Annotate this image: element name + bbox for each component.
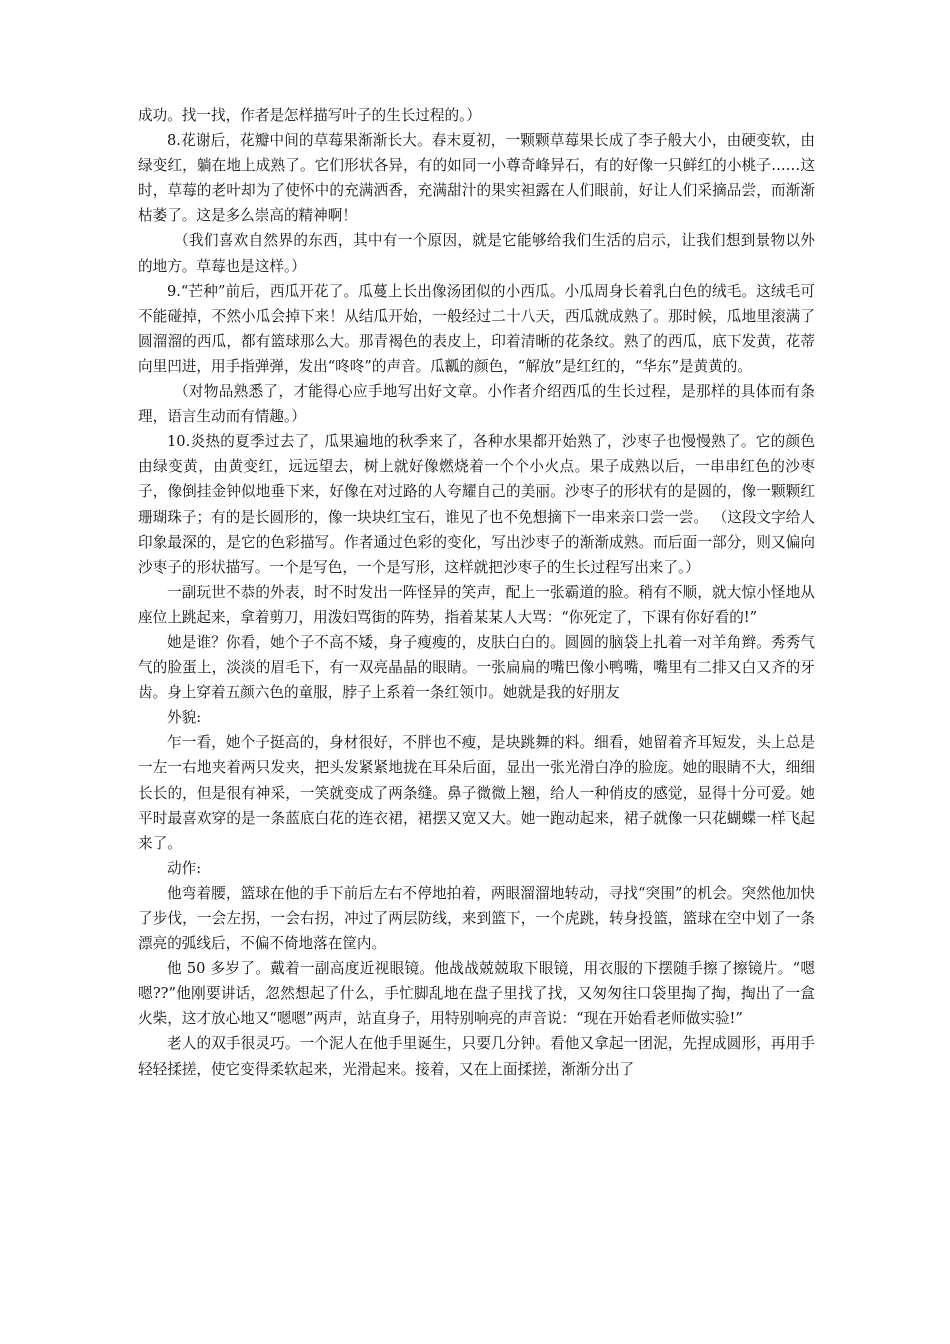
document-page — [138, 103, 815, 1082]
heading-appearance: 外貌: — [167, 709, 202, 727]
paragraph-watermelon: 9.“芒种”前后，西瓜开花了。瓜蔓上长出像汤团似的小西瓜。小瓜周身长着乳白色的绒毛。这绒毛可不能碰掉，不然小瓜会掉下来！从结瓜开始，一般经过二十八天，西瓜就成熟了。那时候，瓜地里滚满了圆溜溜的西瓜，都有篮球那么大。那青褐色的表皮上，印着清晰的花条纹。熟了的西瓜，底下发黄，花蒂向里凹进，用手指弹弹，发出“咚咚”的声音。瓜瓤的颜色，“解放”是红红的，“华东”是黄黄的。 — [138, 282, 815, 375]
paragraph-basketball: 他弯着腰，篮球在他的手下前后左右不停地拍着，两眼溜溜地转动，寻找“突围”的机会。突然他加快了步伐，一会左拐，一会右拐，冲过了两层防线，来到篮下，一个虎跳，转身投篮，篮球在空中划了一条漂亮的弧线后，不偏不倚地落在筐内。 — [138, 884, 815, 953]
paragraph-strawberry: 8.花谢后，花瓣中间的草莓果渐渐长大。春末夏初，一颗颗草莓果长成了李子般大小，由硬变软，由绿变红，躺在地上成熟了。它们形状各异，有的如同一小尊奇峰异石，有的好像一只鲜红的小桃子……这时，草莓的老叶却为了使怀中的充满洒香，充满甜汁的果实袒露在人们眼前，好让人们采摘品尝，而渐渐枯萎了。这是多么崇高的精神啊！ — [138, 132, 815, 225]
paragraph-teacher: 他 50 多岁了。戴着一副高度近视眼镜。他战战兢兢取下眼镜，用衣服的下摆随手擦了擦镜片。“嗯嗯??”他刚要讲话，忽然想起了什么，手忙脚乱地在盘子里找了找，又匆匆往口袋里掏了掏，掏出了一盒火柴，这才放心地又“嗯嗯”两声，站直身子，用特别响亮的声音说：“现在开始看老师做实验!” — [138, 960, 815, 1028]
paragraph-playful-classmate: 一副玩世不恭的外表，时不时发出一阵怪异的笑声，配上一张霸道的脸。稍有不顺，就大惊小怪地从座位上跳起来，拿着剪刀，用泼妇骂街的阵势，指着某某人大骂：“你死定了，下课有你好看的!” — [138, 583, 815, 626]
paragraph-old-man: 老人的双手很灵巧。一个泥人在他手里诞生，只要几分钟。看他又拿起一团泥，先捏成圆形，再用手轻轻揉搓，使它变得柔软起来，光滑起来。接着，又在上面揉搓，渐渐分出了 — [138, 1035, 815, 1078]
paragraph-good-friend: 她是谁？你看，她个子不高不矮，身子瘦瘦的，皮肤白白的。圆圆的脑袋上扎着一对羊角辫。秀秀气气的脸蛋上，淡淡的眉毛下，有一双亮晶晶的眼睛。一张扁扁的嘴巴像小鸭嘴，嘴里有二排又白又齐的牙齿。身上穿着五颜六色的童服，脖子上系着一条红领巾。她就是我的好朋友 — [138, 633, 815, 702]
paragraph-watermelon-comment: （对物品熟悉了，才能得心应手地写出好文章。小作者介绍西瓜的生长过程，是那样的具体而有条理，语言生动而有情趣。） — [138, 383, 815, 426]
paragraph-leaf-growth-end: 成功。找一找，作者是怎样描写叶子的生长过程的。） — [138, 107, 481, 124]
heading-action: 动作: — [167, 859, 202, 877]
paragraph-strawberry-comment: （我们喜欢自然界的东西，其中有一个原因，就是它能够给我们生活的启示，让我们想到景物以外的地方。草莓也是这样。） — [138, 232, 815, 275]
paragraph-appearance: 乍一看，她个子挺高的，身材很好，不胖也不瘦，是块跳舞的料。细看，她留着齐耳短发，头上总是一左一右地夹着两只发夹，把头发紧紧地拢在耳朵后面，显出一张光滑白净的脸庞。她的眼睛不大，细细长长的，但是很有神采，一笑就变成了两条缝。鼻子微微上翘，给人一种俏皮的感觉，显得十分可爱。她平时最喜欢穿的是一条蓝底白花的连衣裙，裙摆又宽又大。她一跑动起来，裙子就像一只花蝴蝶一样飞起来了。 — [138, 734, 815, 852]
paragraph-sand-jujube: 10.炎热的夏季过去了，瓜果遍地的秋季来了，各种水果都开始熟了，沙枣子也慢慢熟了。它的颜色由绿变黄，由黄变红，远远望去，树上就好像燃烧着一个个小火点。果子成熟以后，一串串红色的沙枣子，像倒挂金钟似地垂下来，好像在对过路的人夸耀自己的美丽。沙枣子的形状有的是圆的，像一颗颗红珊瑚珠子；有的是长圆形的，像一块块红宝石，谁见了也不免想摘下一串来亲口尝一尝。 （这段文字给人印象最深的，是它的色彩描写。作者通过色彩的变化，写出沙枣子的渐渐成熟。而后面一部分，则又偏向沙枣子的形状描写。一个是写色，一个是写形，这样就把沙枣子的生长过程写出来了。） — [138, 433, 815, 576]
